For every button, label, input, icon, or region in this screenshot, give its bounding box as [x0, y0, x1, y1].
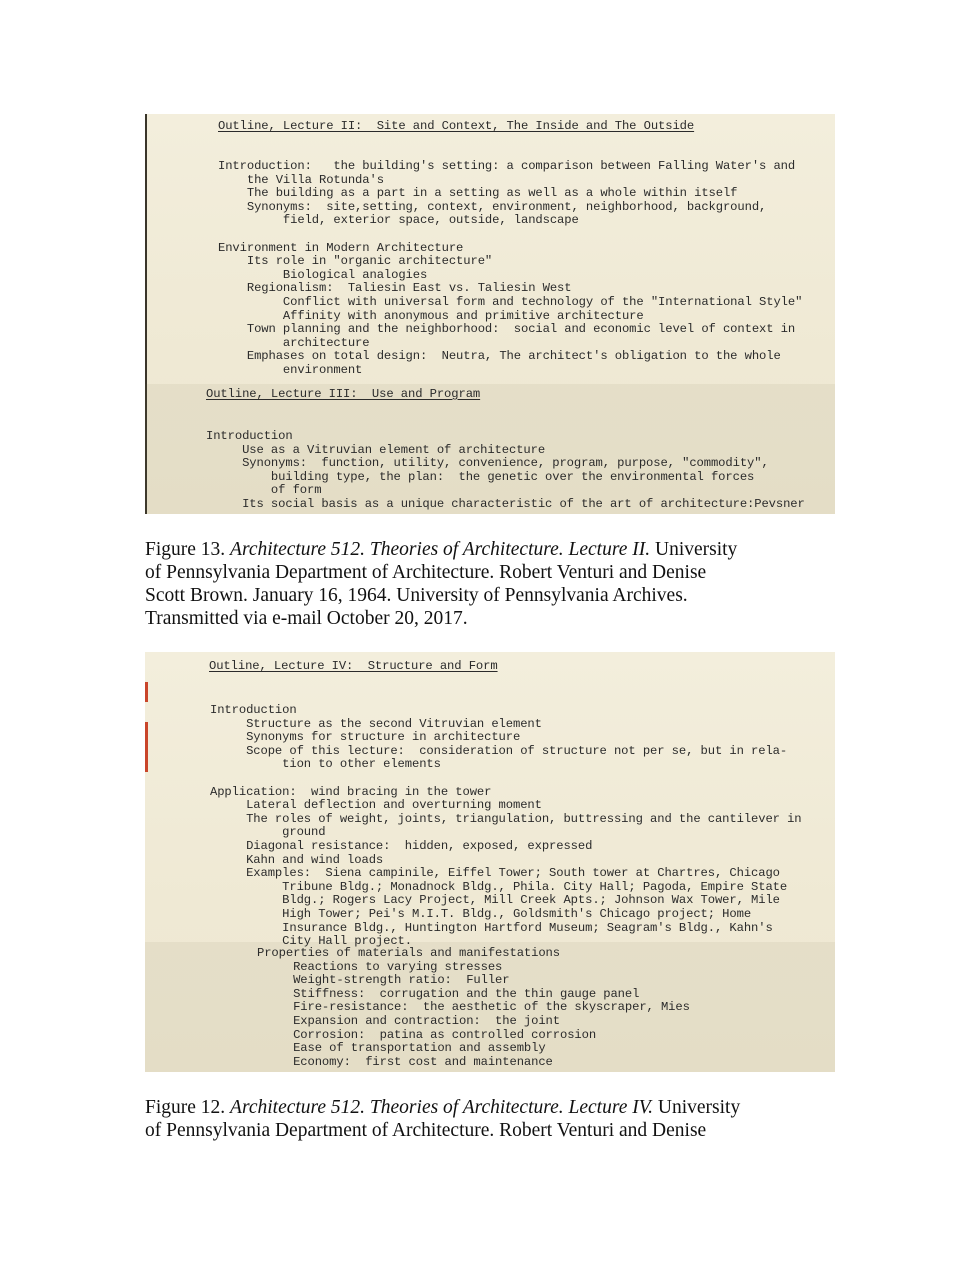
- figure-13-caption: [145, 538, 845, 630]
- caption-12-line-1: Figure 12. Architecture 512. Theories of Architecture. Lecture IV. University: [145, 1097, 741, 1118]
- caption-13-line-1: Figure 13. Architecture 512. Theories of Architecture. Lecture II. University: [145, 539, 738, 560]
- caption-13-title: Architecture 512. Theories of Architecture. Lecture II.: [230, 539, 651, 560]
- caption-13-line-3: Scott Brown. January 16, 1964. University of Pennsylvania Archives.: [145, 585, 688, 606]
- scan-red-mark: [145, 722, 148, 772]
- caption-13-line-4: Transmitted via e-mail October 20, 2017.: [145, 608, 468, 629]
- lecture-4-heading: Outline, Lecture IV: Structure and Form: [209, 659, 498, 673]
- caption-12-title: Architecture 512. Theories of Architecture. Lecture IV.: [230, 1097, 654, 1118]
- lecture-2-heading: Outline, Lecture II: Site and Context, The Inside and The Outside: [218, 119, 695, 133]
- lecture-2-outline: Introduction: the building's setting: a comparison between Falling Water's and the Villa Rotunda's The building as a part in a setting as well as a whole within itself Synonyms: site,setting, context, environment, neighborhood, background, field, exterior space, outside, landscape Environment in Modern Architecture Its role in "organic architecture" Biological analogies Regionalism: Taliesin East vs. Taliesin West Conflict with universal form and technology of the "International Style" Affinity with anonymous and primitive architecture Town planning and the neighborhood: social and economic level of context in architecture Emphases on total design: Neutra, The architect's obligation to the whole environment: [218, 159, 803, 377]
- caption-12-line-2: of Pennsylvania Department of Architecture. Robert Venturi and Denise: [145, 1120, 707, 1141]
- figure-12-scan: [145, 652, 835, 1072]
- figure-12-caption: [145, 1096, 845, 1142]
- lecture-3-heading: Outline, Lecture III: Use and Program: [206, 387, 481, 401]
- lecture-3-outline: Introduction Use as a Vitruvian element of architecture Synonyms: function, utility, convenience, program, purpose, "commodity", building type, the plan: the genetic over the environmental forces of form Its social basis as a unique characteristic of the art of architecture:Pevsner: [206, 429, 805, 511]
- figure-13-scan: [145, 114, 835, 514]
- properties-outline: Properties of materials and manifestations Reactions to varying stresses Weight-strength ratio: Fuller Stiffness: corrugation and the thin gauge panel Fire-resistance: the aesthetic of the skyscraper, Mies Expansion and contraction: the joint Corrosion: patina as controlled corrosion Ease of transportation and assembly Economy: first cost and maintenance: [257, 946, 690, 1069]
- lecture-4-outline: Introduction Structure as the second Vitruvian element Synonyms for structure in architecture Scope of this lecture: consideration of structure not per se, but in rela- tion to other elements Application: wind bracing in the tower Lateral deflection and overturning moment The roles of weight, joints, triangulation, buttressing and the cantilever in ground Diagonal resistance: hidden, exposed, expressed Kahn and wind loads Examples: Siena campinile, Eiffel Tower; South tower at Chartres, Chicago Tribune Bldg.; Monadnock Bldg., Phila. City Hall; Pagoda, Empire State Bldg.; Rogers Lacy Project, Mill Creek Apts.; Johnson Wax Tower, Mile High Tower; Pei's M.I.T. Bldg., Goldsmith's Chicago project; Home Insurance Bldg., Huntington Hartford Museum; Seagram's Bldg., Kahn's City Hall project.: [210, 703, 802, 949]
- scan-red-mark: [145, 682, 148, 702]
- caption-13-line-2: of Pennsylvania Department of Architecture. Robert Venturi and Denise: [145, 562, 707, 583]
